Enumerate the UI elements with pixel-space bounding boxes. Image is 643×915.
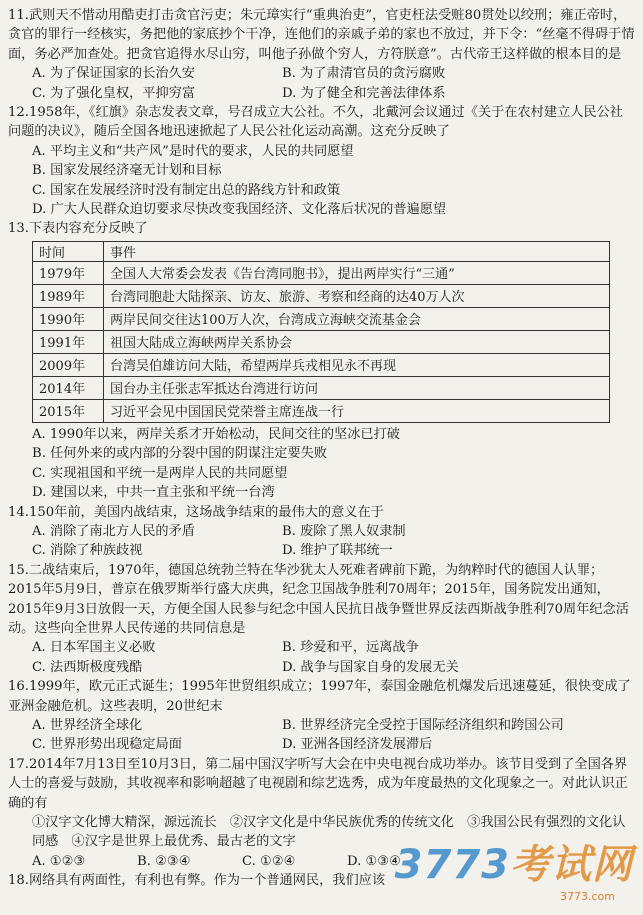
question-stem: 13.下表内容充分反映了 bbox=[8, 221, 148, 237]
row-event: 祖国大陆成立海峡两岸关系协会 bbox=[104, 330, 610, 353]
question-12 bbox=[8, 103, 636, 219]
exam-page bbox=[8, 6, 636, 891]
question-15 bbox=[8, 561, 636, 677]
option-b: B. 为了肃清官员的贪污腐败 bbox=[282, 66, 446, 82]
row-year: 1989年 bbox=[33, 284, 104, 307]
option-b: B. 世界经济完全受控于国际经济组织和跨国公司 bbox=[282, 717, 564, 733]
row-year: 2015年 bbox=[33, 399, 104, 422]
question-11 bbox=[8, 6, 636, 103]
table-row bbox=[33, 399, 610, 422]
option-b: B. ②③④ bbox=[137, 853, 191, 869]
row-event: 两岸民间交往达100万人次，台湾成立海峡交流基金会 bbox=[104, 307, 610, 330]
question-stem: 15.二战结束后，1970年，德国总统勃兰特在华沙犹太人死难者碑前下跪，为纳粹时代的德国人认罪；2015年5月9日，普京在俄罗斯举行盛大庆典，纪念卫国战争胜利70周年；2015年，国务院发出通知，2015年9月3日放假一天，方便全国人民参与纪念中国人民抗日战争暨世界反法西斯战争胜利70周年纪念活动。这些向全世界人民传递的共同信息是 bbox=[8, 562, 629, 636]
options bbox=[8, 638, 636, 677]
row-year: 1990年 bbox=[33, 307, 104, 330]
row-event: 习近平会见中国国民党荣誉主席连战一行 bbox=[104, 399, 610, 422]
row-year: 1979年 bbox=[33, 261, 104, 284]
column-header-event: 事件 bbox=[104, 241, 610, 261]
question-16 bbox=[8, 677, 636, 755]
question-stem: 17.2014年7月13日至10月3日，第二届中国汉字听写大会在中央电视台成功举办。该节目受到了全国各界人士的喜爱与鼓励，其收视率和影响超越了电视剧和综艺选秀，成为年度最热的文化现象之一。对此认识正确的有 bbox=[8, 756, 628, 811]
question-stem: 16.1999年，欧元正式诞生；1995年世贸组织成立；1997年，泰国金融危机爆发后迅速蔓延，很快变成了亚洲金融危机。这些表明，20世纪末 bbox=[8, 679, 631, 714]
row-year: 2009年 bbox=[33, 353, 104, 376]
option-b: B. 珍爱和平，远离战争 bbox=[282, 640, 419, 656]
table-row bbox=[33, 376, 610, 399]
row-year: 2014年 bbox=[33, 376, 104, 399]
option-c: C. 世界形势出现稳定局面 bbox=[32, 737, 182, 753]
option-a: A. 为了保证国家的长治久安 bbox=[32, 66, 195, 82]
option-d: D. 广大人民群众迫切要求尽快改变我国经济、文化落后状况的普遍愿望 bbox=[32, 202, 447, 218]
row-event: 台湾吴伯雄访问大陆，希望两岸兵戎相见永不再现 bbox=[104, 353, 610, 376]
table-row bbox=[33, 307, 610, 330]
option-a: A. 1990年以来，两岸关系才开始松动，民间交往的坚冰已打破 bbox=[32, 426, 400, 442]
table-header-row bbox=[33, 241, 610, 261]
question-statements: ①汉字文化博大精深，源远流长 ②汉字文化是中华民族优秀的传统文化 ③我国公民有强烈的文化认同感 ④汉字是世界上最优秀、最古老的文字 bbox=[32, 815, 626, 850]
watermark-logo bbox=[395, 833, 633, 890]
option-d: D. 建国以来，中共一直主张和平统一台湾 bbox=[32, 485, 275, 501]
options bbox=[8, 716, 636, 755]
option-a: A. 日本军国主义必败 bbox=[32, 640, 156, 656]
option-c: C. 法西斯极度残酷 bbox=[32, 659, 143, 675]
site-watermark bbox=[395, 833, 633, 903]
watermark-logo-number: 3773 bbox=[394, 842, 510, 888]
option-b: B. 国家发展经济毫无计划和目标 bbox=[32, 163, 222, 179]
option-d: D. 维护了联邦统一 bbox=[282, 543, 393, 559]
row-event: 台湾同胞赴大陆探亲、访友、旅游、考察和经商的达40万人次 bbox=[104, 284, 610, 307]
option-a: A. ①②③ bbox=[32, 853, 86, 869]
option-d: D. 为了健全和完善法律体系 bbox=[282, 85, 446, 101]
row-event: 全国人大常委会发表《告台湾同胞书》，提出两岸实行“三通” bbox=[104, 261, 610, 284]
watermark-url: 3773.com bbox=[560, 890, 615, 903]
question-stem: 11.武则天不惜动用酷吏打击贪官污吏；朱元璋实行“重典治吏”，官吏枉法受赃80贯处以绞刑；雍正帝时，贪官的罪行一经核实，务把他的家底抄个干净，连他们的亲戚子弟的家也不放过，并下令：“丝毫不得碍于情面，务必严加查处。把贪官追得水尽山穷，叫他子孙做个穷人，方符朕意”。古代帝王这样做的根本目的是 bbox=[8, 8, 635, 62]
option-d: D. 亚洲各国经济发展滞后 bbox=[282, 737, 433, 753]
question-stem: 18.网络具有两面性，有利也有弊。作为一个普通网民，我们应该 bbox=[8, 873, 386, 889]
option-c: C. 为了强化皇权，平抑穷富 bbox=[32, 85, 196, 101]
option-d: D. ①③④ bbox=[347, 853, 401, 869]
row-year: 1991年 bbox=[33, 330, 104, 353]
options bbox=[8, 64, 636, 103]
option-c: C. ①②④ bbox=[242, 853, 296, 869]
question-14 bbox=[8, 503, 636, 561]
option-d: D. 战争与国家自身的发展无关 bbox=[282, 659, 459, 675]
question-13 bbox=[8, 219, 636, 502]
option-b: B. 任何外来的或内部的分裂中国的阴谋注定要失败 bbox=[32, 446, 328, 462]
options bbox=[8, 852, 452, 871]
option-a: A. 消除了南北方人民的矛盾 bbox=[32, 523, 195, 539]
option-b: B. 废除了黑人奴隶制 bbox=[282, 523, 406, 539]
question-stem: 14.150年前，美国内战结束，这场战争结束的最伟大的意义在于 bbox=[8, 504, 384, 520]
option-c: C. 消除了种族歧视 bbox=[32, 543, 143, 559]
table-row bbox=[33, 330, 610, 353]
table-row bbox=[33, 261, 610, 284]
table-row bbox=[33, 284, 610, 307]
table-row bbox=[33, 353, 610, 376]
option-a: A. 平均主义和“共产风”是时代的要求，人民的共同愿望 bbox=[32, 143, 354, 159]
option-c: C. 实现祖国和平统一是两岸人民的共同愿望 bbox=[32, 465, 288, 481]
row-event: 国台办主任张志军抵达台湾进行访问 bbox=[104, 376, 610, 399]
option-c: C. 国家在发展经济时没有制定出总的路线方针和政策 bbox=[32, 182, 341, 198]
watermark-logo-text: 考试网 bbox=[510, 842, 633, 888]
question-stem: 12.1958年，《红旗》杂志发表文章，号召成立大公社。不久，北戴河会议通过《关于在农村建立人民公社问题的决议》，随后全国各地迅速掀起了人民公社化运动高潮。这充分反映了 bbox=[8, 105, 623, 140]
events-table bbox=[32, 241, 610, 423]
options bbox=[8, 522, 636, 561]
column-header-time: 时间 bbox=[33, 241, 104, 261]
option-a: A. 世界经济全球化 bbox=[32, 717, 143, 733]
